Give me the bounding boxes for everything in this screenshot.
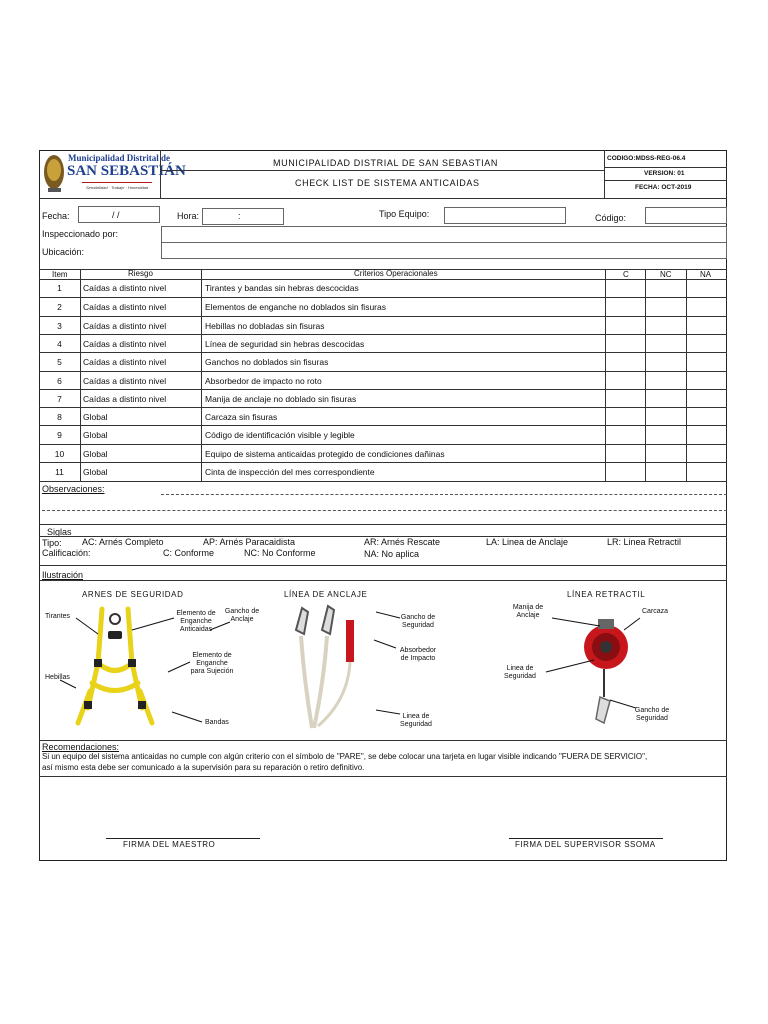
calif-c: C: Conforme bbox=[163, 548, 215, 558]
row-item: 7 bbox=[57, 393, 62, 404]
recomendaciones-line1: Si un equipo del sistema anticaidas no cumple con algún criterio con el símbolo de "PARE", se debe colocar una tarjeta en lugar visible indicando "FUERA DE SERVICIO", bbox=[42, 752, 648, 761]
row-item: 5 bbox=[57, 357, 62, 368]
table-row bbox=[39, 389, 727, 407]
row-riesgo: Caídas a distinto nivel bbox=[83, 357, 167, 368]
label-linea-seguridad-retractil: Linea de Seguridad bbox=[504, 665, 536, 680]
col-criterios: Criterios Operacionales bbox=[354, 269, 438, 278]
siglas-title: Siglas bbox=[47, 527, 72, 537]
sigla-ar: AR: Arnés Rescate bbox=[364, 537, 441, 547]
label-absorbedor: Absorbedor de Impacto bbox=[399, 647, 437, 662]
table-row bbox=[39, 316, 727, 334]
label-gancho-seguridad: Gancho de Seguridad bbox=[400, 614, 436, 629]
label-linea-seguridad: Linea de Seguridad bbox=[400, 713, 432, 728]
row-riesgo: Global bbox=[83, 430, 108, 441]
label-hebillas: Hebillas bbox=[45, 674, 70, 681]
org-name-line2: SAN SEBASTIÁN bbox=[67, 163, 186, 179]
row-riesgo: Global bbox=[83, 412, 108, 423]
row-riesgo: Caídas a distinto nivel bbox=[83, 338, 167, 349]
row-check-na[interactable] bbox=[687, 446, 726, 461]
firma-maestro-line[interactable] bbox=[106, 838, 260, 839]
firma-maestro-label: FIRMA DEL MAESTRO bbox=[123, 840, 216, 849]
row-check-nc[interactable] bbox=[647, 280, 686, 295]
hora-field[interactable] bbox=[202, 208, 284, 225]
row-check-nc[interactable] bbox=[647, 373, 686, 388]
row-check-nc[interactable] bbox=[647, 318, 686, 333]
label-elemento-sujecion: Elemento de Enganche para Sujeción bbox=[190, 652, 234, 675]
calif-na: NA: No aplica bbox=[364, 549, 420, 559]
row-check-na[interactable] bbox=[687, 373, 726, 388]
label-gancho-seguridad-retractil: Gancho de Seguridad bbox=[634, 707, 670, 722]
row-criterio: Ganchos no doblados sin fisuras bbox=[205, 357, 329, 368]
table-row bbox=[39, 425, 727, 443]
inspeccionado-field[interactable] bbox=[161, 226, 727, 243]
row-check-nc[interactable] bbox=[647, 464, 686, 479]
label-carcaza: Carcaza bbox=[642, 608, 669, 615]
table-row bbox=[39, 407, 727, 425]
row-check-na[interactable] bbox=[687, 280, 726, 295]
sigla-ac: AC: Arnés Completo bbox=[82, 537, 164, 547]
org-name-line1: Municipalidad Distrital de bbox=[68, 153, 171, 163]
table-row bbox=[39, 279, 727, 297]
table-row bbox=[39, 334, 727, 352]
calif-nc: NC: No Conforme bbox=[244, 548, 316, 558]
observaciones-label: Observaciones: bbox=[42, 484, 105, 494]
row-criterio: Carcaza sin fisuras bbox=[205, 412, 278, 423]
row-riesgo: Global bbox=[83, 467, 108, 477]
ubicacion-field[interactable] bbox=[161, 242, 727, 259]
ubicacion-label: Ubicación: bbox=[42, 247, 85, 257]
row-item: 2 bbox=[57, 302, 62, 313]
row-check-na[interactable] bbox=[687, 427, 726, 442]
org-tagline: Sensibilidad · Trabajo · Honestidad bbox=[86, 185, 149, 190]
calificacion-label: Calificación: bbox=[42, 548, 91, 558]
row-criterio: Código de identificación visible y legible bbox=[205, 430, 355, 441]
row-check-c[interactable] bbox=[606, 391, 645, 406]
row-check-na[interactable] bbox=[687, 299, 726, 314]
label-elemento-enganche: Elemento de Enganche Anticaidas bbox=[176, 610, 216, 633]
row-check-na[interactable] bbox=[687, 354, 726, 369]
harness-pointer-lines bbox=[40, 600, 270, 730]
row-check-nc[interactable] bbox=[647, 427, 686, 442]
row-check-na[interactable] bbox=[687, 391, 726, 406]
linea-title: LÍNEA DE ANCLAJE bbox=[284, 590, 368, 599]
row-check-c[interactable] bbox=[606, 373, 645, 388]
row-check-c[interactable] bbox=[606, 299, 645, 314]
ilustracion-title: Ilustración bbox=[42, 570, 84, 580]
row-item: 10 bbox=[54, 448, 65, 459]
recomendaciones-title: Recomendaciones: bbox=[42, 742, 120, 752]
row-criterio: Elementos de enganche no doblados sin fisuras bbox=[205, 302, 386, 313]
row-check-na[interactable] bbox=[687, 336, 726, 351]
codigo-label: Código: bbox=[595, 213, 627, 223]
col-c: C bbox=[623, 270, 629, 279]
row-criterio: Línea de seguridad sin hebras descocidas bbox=[205, 338, 365, 349]
row-check-nc[interactable] bbox=[647, 409, 686, 424]
table-row bbox=[39, 444, 727, 462]
row-check-nc[interactable] bbox=[647, 336, 686, 351]
logo bbox=[42, 152, 186, 197]
fecha-field[interactable] bbox=[78, 206, 160, 223]
sigla-ap: AP: Arnés Paracaidista bbox=[203, 537, 296, 547]
label-gancho-anclaje: Gancho de Anclaje bbox=[224, 608, 260, 623]
row-criterio: Cinta de inspección del mes correspondiente bbox=[205, 467, 375, 477]
row-criterio: Hebillas no dobladas sin fisuras bbox=[205, 320, 325, 331]
recomendaciones-line2: así mismo esta debe ser comunicado a la supervisión para su reparación o retiro definitivo. bbox=[42, 763, 365, 772]
row-item: 3 bbox=[57, 320, 62, 331]
row-check-c[interactable] bbox=[606, 280, 645, 295]
document-subtitle: CHECK LIST DE SISTEMA ANTICAIDAS bbox=[295, 178, 480, 188]
row-item: 11 bbox=[55, 467, 64, 477]
row-check-c[interactable] bbox=[606, 336, 645, 351]
row-check-nc[interactable] bbox=[647, 299, 686, 314]
row-item: 8 bbox=[57, 412, 62, 423]
lanyard-pointer-lines bbox=[330, 600, 410, 730]
doc-version: VERSION: 01 bbox=[644, 170, 685, 177]
table-row bbox=[39, 371, 727, 389]
arnes-title: ARNES DE SEGURIDAD bbox=[82, 590, 184, 599]
sigla-lr: LR: Linea Retractil bbox=[607, 537, 682, 547]
document-title: MUNICIPALIDAD DISTRIAL DE SAN SEBASTIAN bbox=[273, 158, 498, 168]
hora-value: : bbox=[238, 211, 241, 221]
fecha-label: Fecha: bbox=[42, 211, 70, 221]
firma-supervisor-label: FIRMA DEL SUPERVISOR SSOMA bbox=[515, 840, 656, 849]
row-check-nc[interactable] bbox=[647, 446, 686, 461]
col-riesgo: Riesgo bbox=[128, 269, 153, 278]
row-criterio: Manija de anclaje no doblado sin fisuras bbox=[205, 393, 357, 404]
observaciones-line-2[interactable] bbox=[42, 510, 727, 511]
observaciones-line-1[interactable] bbox=[161, 494, 727, 495]
row-item: 4 bbox=[57, 338, 62, 349]
table-row bbox=[39, 297, 727, 315]
row-check-c[interactable] bbox=[606, 446, 645, 461]
label-manija: Manija de Anclaje bbox=[512, 604, 544, 619]
codigo-field[interactable] bbox=[645, 207, 727, 224]
doc-code: CODIGO:MDSS-REG-06.4 bbox=[607, 155, 686, 162]
hora-label: Hora: bbox=[177, 211, 200, 221]
label-tirantes: Tirantes bbox=[45, 613, 71, 620]
row-criterio: Tirantes y bandas sin hebras descocidas bbox=[205, 283, 359, 293]
table-row bbox=[39, 462, 727, 480]
row-check-na[interactable] bbox=[687, 318, 726, 333]
row-item: 9 bbox=[57, 430, 62, 441]
row-riesgo: Caídas a distinto nivel bbox=[83, 393, 167, 404]
row-riesgo: Caídas a distinto nivel bbox=[83, 283, 167, 293]
table-row bbox=[39, 352, 727, 370]
sigla-la: LA: Linea de Anclaje bbox=[486, 537, 569, 547]
col-item: Item bbox=[52, 270, 68, 279]
row-check-na[interactable] bbox=[687, 464, 726, 479]
tipo-label: Tipo: bbox=[42, 538, 62, 548]
label-bandas: Bandas bbox=[205, 719, 229, 726]
row-check-c[interactable] bbox=[606, 427, 645, 442]
retractil-title: LÍNEA RETRACTIL bbox=[567, 590, 646, 599]
logo-underline bbox=[82, 182, 152, 183]
row-check-c[interactable] bbox=[606, 409, 645, 424]
row-check-c[interactable] bbox=[606, 318, 645, 333]
row-check-nc[interactable] bbox=[647, 391, 686, 406]
row-item: 6 bbox=[57, 375, 62, 386]
row-check-c[interactable] bbox=[606, 354, 645, 369]
retractable-pointer-lines bbox=[540, 600, 660, 730]
row-riesgo: Global bbox=[83, 448, 108, 459]
row-check-c[interactable] bbox=[606, 464, 645, 479]
firma-supervisor-line[interactable] bbox=[509, 838, 663, 839]
row-check-na[interactable] bbox=[687, 409, 726, 424]
col-na: NA bbox=[700, 270, 712, 279]
inspeccionado-label: Inspeccionado por: bbox=[42, 229, 119, 239]
row-riesgo: Caídas a distinto nivel bbox=[83, 320, 167, 331]
row-item: 1 bbox=[57, 283, 62, 293]
row-criterio: Equipo de sistema anticaidas protegido de condiciones dañinas bbox=[205, 448, 445, 459]
fecha-value: / / bbox=[112, 210, 120, 220]
tipo-equipo-field[interactable] bbox=[444, 207, 566, 224]
tipo-equipo-label: Tipo Equipo: bbox=[379, 209, 430, 219]
row-riesgo: Caídas a distinto nivel bbox=[83, 302, 167, 313]
doc-date: FECHA: OCT-2019 bbox=[635, 184, 692, 191]
row-riesgo: Caídas a distinto nivel bbox=[83, 375, 167, 386]
col-nc: NC bbox=[660, 270, 672, 279]
row-criterio: Absorbedor de impacto no roto bbox=[205, 375, 322, 386]
row-check-nc[interactable] bbox=[647, 354, 686, 369]
